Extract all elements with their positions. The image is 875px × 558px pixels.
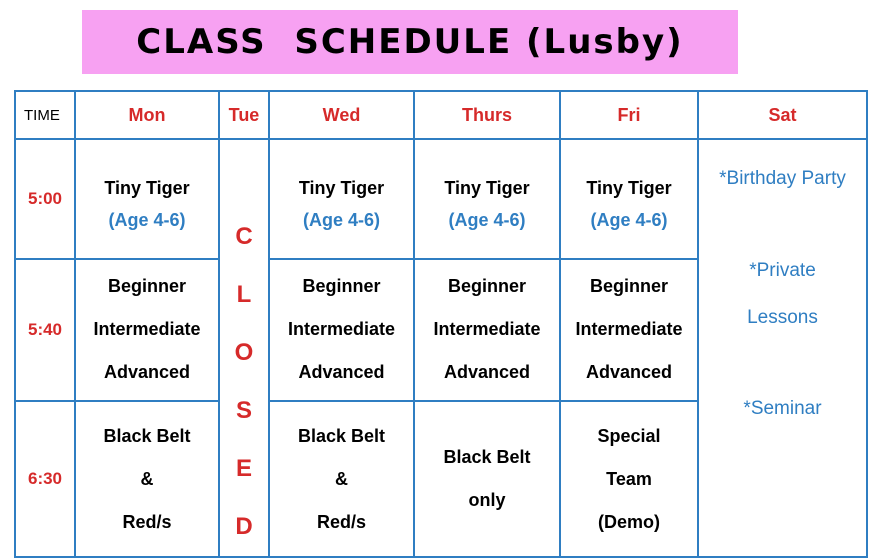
closed-letter: D (235, 513, 253, 540)
schedule-table (14, 90, 868, 558)
class-name: Beginner (589, 276, 668, 297)
class-name: Tiny Tiger (444, 177, 530, 198)
cell-thurs-540 (414, 259, 560, 401)
sat-cell (698, 139, 867, 557)
class-name: Beginner (107, 276, 186, 297)
cell-mon-500 (75, 139, 219, 259)
class-name: Intermediate (433, 319, 541, 340)
cell-mon-540 (75, 259, 219, 401)
sat-seminar: *Seminar (743, 398, 822, 419)
class-name: Red/s (122, 511, 172, 532)
class-name: Tiny Tiger (586, 177, 672, 198)
cell-wed-630 (269, 401, 414, 557)
time-header: TIME (15, 91, 75, 139)
age-range: (Age 4-6) (590, 209, 668, 230)
page-title: CLASS SCHEDULE (Lusby) (136, 22, 684, 62)
cell-thurs-500 (414, 139, 560, 259)
class-name: only (468, 490, 506, 510)
class-name: Intermediate (93, 319, 201, 340)
class-name: Black Belt (103, 425, 191, 446)
time-row-500 (15, 139, 867, 259)
sat-lessons: Lessons (747, 307, 818, 328)
sat-birthday-party: *Birthday Party (719, 168, 846, 189)
class-name: Advanced (585, 362, 673, 383)
day-header-sat: Sat (698, 91, 867, 139)
age-range: (Age 4-6) (448, 209, 526, 230)
closed-letter: E (235, 455, 252, 482)
closed-label (220, 140, 268, 556)
class-name: Black Belt (443, 447, 531, 467)
title-banner (82, 10, 738, 74)
day-header-tue: Tue (219, 91, 269, 139)
sat-private: *Private (749, 260, 816, 281)
class-name: Red/s (316, 511, 367, 532)
class-name: Intermediate (575, 319, 683, 340)
class-name: & (335, 468, 348, 489)
closed-letter: C (235, 223, 253, 250)
class-name: Intermediate (287, 319, 396, 340)
cell-fri-540 (560, 259, 698, 401)
tue-closed-cell (219, 139, 269, 557)
class-name: Tiny Tiger (298, 177, 385, 198)
day-header-fri: Fri (560, 91, 698, 139)
cell-fri-630 (560, 401, 698, 557)
time-cell-540: 5:40 (15, 259, 75, 401)
closed-letter: L (236, 281, 252, 308)
class-name: Advanced (103, 362, 191, 383)
time-cell-630: 6:30 (15, 401, 75, 557)
closed-letter: O (234, 339, 254, 366)
class-name: Advanced (298, 362, 385, 383)
cell-mon-630 (75, 401, 219, 557)
cell-wed-540 (269, 259, 414, 401)
cell-fri-500 (560, 139, 698, 259)
time-cell-500: 5:00 (15, 139, 75, 259)
class-name: (Demo) (598, 511, 660, 532)
class-name: Special (597, 425, 661, 446)
class-name: & (140, 468, 154, 489)
class-name: Beginner (302, 276, 381, 297)
day-header-thurs: Thurs (414, 91, 560, 139)
class-name: Tiny Tiger (104, 177, 190, 198)
day-header-mon: Mon (75, 91, 219, 139)
cell-thurs-630 (414, 401, 560, 557)
age-range: (Age 4-6) (302, 209, 380, 230)
class-name: Team (606, 468, 652, 489)
class-name: Advanced (443, 362, 531, 383)
class-name: Black Belt (297, 425, 386, 446)
header-row (15, 91, 867, 139)
cell-wed-500 (269, 139, 414, 259)
closed-letter: S (235, 397, 252, 424)
day-header-wed: Wed (269, 91, 414, 139)
class-name: Beginner (447, 276, 526, 297)
age-range: (Age 4-6) (108, 209, 186, 230)
